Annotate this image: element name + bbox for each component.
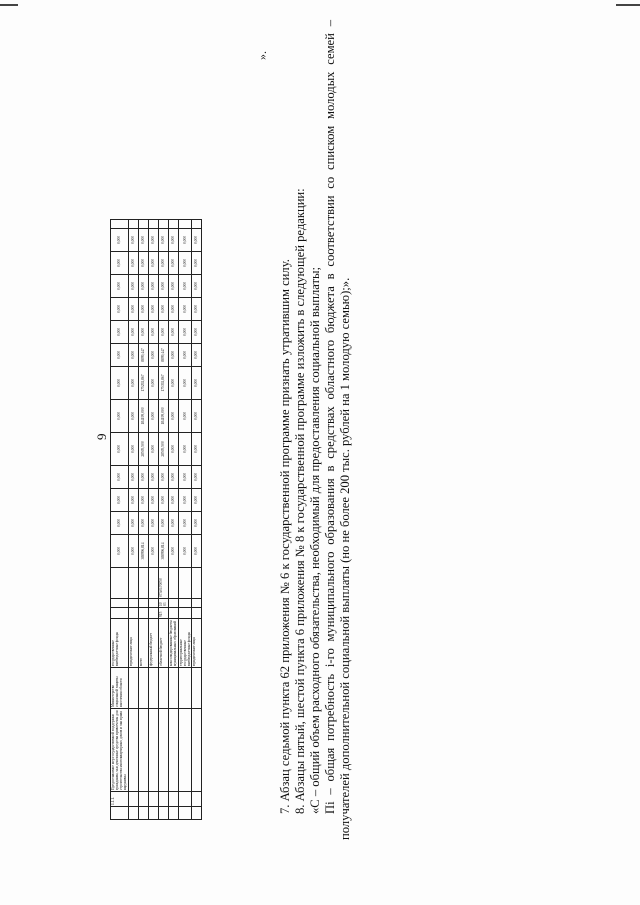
value-cell: 0,000 bbox=[178, 229, 191, 252]
value-cell: 28505,500 bbox=[158, 433, 168, 466]
value-cell: 8899,447 bbox=[158, 344, 168, 367]
value-cell: 0,000 bbox=[111, 466, 129, 489]
code-rzpr bbox=[191, 599, 201, 608]
value-cell: 0,000 bbox=[148, 535, 158, 568]
empty-cell bbox=[168, 792, 178, 807]
value-cell: 0,000 bbox=[158, 489, 168, 512]
end-cell bbox=[191, 220, 201, 229]
value-cell: 0,000 bbox=[128, 298, 138, 321]
value-cell: 0,000 bbox=[168, 433, 178, 466]
value-cell: 0,000 bbox=[168, 535, 178, 568]
code-grbs bbox=[128, 608, 138, 619]
end-cell bbox=[138, 220, 148, 229]
paragraph-pi: Пi – общая потребность i-го муниципального образования в средствах областного бюджета в соответствии со списком молодых семей – получателей дополнительной социальной выплаты (но не более 200 тыс. рублей на 1 молодую семью);». bbox=[323, 20, 352, 840]
value-cell: 0,000 bbox=[191, 275, 201, 298]
empty-cell bbox=[191, 709, 201, 792]
value-cell: 0,000 bbox=[191, 298, 201, 321]
page-number: 9 bbox=[94, 433, 109, 440]
value-cell: 0,000 bbox=[191, 433, 201, 466]
value-cell: 28505,500 bbox=[138, 433, 148, 466]
empty-cell bbox=[178, 792, 191, 807]
code-grbs bbox=[191, 608, 201, 619]
empty-cell bbox=[148, 807, 158, 820]
funding-source: консолидированные бюджеты муниципальных образований bbox=[168, 620, 177, 666]
code-rzpr: 10 03 bbox=[158, 599, 168, 608]
empty-cell bbox=[128, 807, 138, 820]
value-cell: 0,000 bbox=[191, 466, 201, 489]
value-cell: 0,000 bbox=[158, 466, 168, 489]
table-row bbox=[178, 220, 191, 820]
value-cell: 0,000 bbox=[158, 298, 168, 321]
value-cell: 0,000 bbox=[148, 466, 158, 489]
value-cell: 8899,447 bbox=[138, 344, 148, 367]
value-cell: 0,000 bbox=[128, 400, 138, 433]
value-cell: 0,000 bbox=[191, 321, 201, 344]
code-csr bbox=[128, 568, 138, 599]
funding-table bbox=[110, 219, 202, 820]
value-cell: 0,000 bbox=[128, 321, 138, 344]
empty-cell bbox=[138, 668, 148, 709]
empty-cell bbox=[168, 709, 178, 792]
table-row bbox=[138, 220, 148, 820]
value-cell: 0,000 bbox=[148, 367, 158, 400]
end-cell bbox=[111, 220, 129, 229]
funding-source: федеральный бюджет bbox=[148, 619, 158, 668]
value-cell: 388996,814 bbox=[138, 535, 148, 568]
code-rzpr bbox=[178, 599, 191, 608]
code-grbs: 915 bbox=[158, 608, 168, 619]
paragraph-c: «С – общий объем расходного обязательства, необходимый для предоставления социальной выплаты; bbox=[308, 266, 322, 814]
value-cell: 0,000 bbox=[148, 252, 158, 275]
value-cell: 0,000 bbox=[191, 229, 201, 252]
code-rzpr bbox=[148, 599, 158, 608]
value-cell: 0,000 bbox=[138, 489, 148, 512]
value-cell: 0,000 bbox=[111, 400, 129, 433]
executor: Министерство социальной защиты населения области bbox=[111, 668, 129, 709]
value-cell: 0,000 bbox=[148, 298, 158, 321]
value-cell: 0,000 bbox=[111, 367, 129, 400]
code-csr: 07А0170050 bbox=[158, 568, 168, 599]
empty-cell bbox=[148, 709, 158, 792]
table-closing-quote: ». bbox=[255, 51, 269, 60]
value-cell: 0,000 bbox=[178, 489, 191, 512]
code-rzpr bbox=[138, 599, 148, 608]
value-cell: 0,000 bbox=[138, 512, 148, 535]
code-grbs bbox=[138, 608, 148, 619]
empty-cell bbox=[191, 807, 201, 820]
value-cell: 0,000 bbox=[128, 489, 138, 512]
value-cell: 0,000 bbox=[168, 344, 178, 367]
table-row bbox=[128, 220, 138, 820]
end-cell bbox=[128, 220, 138, 229]
value-cell: 0,000 bbox=[148, 344, 158, 367]
table-row bbox=[191, 220, 201, 820]
empty-cell bbox=[128, 668, 138, 709]
funding-source: юридические лица bbox=[128, 619, 138, 668]
value-cell: 0,000 bbox=[168, 229, 178, 252]
empty-cell bbox=[128, 709, 138, 792]
value-cell: 0,000 bbox=[191, 367, 201, 400]
code-grbs bbox=[168, 608, 178, 619]
end-cell bbox=[158, 220, 168, 229]
value-cell: 0,000 bbox=[191, 252, 201, 275]
value-cell: 0,000 bbox=[148, 321, 158, 344]
value-cell: 0,000 bbox=[128, 512, 138, 535]
table-row bbox=[168, 220, 178, 820]
value-cell: 0,000 bbox=[138, 466, 148, 489]
value-cell: 0,000 bbox=[178, 298, 191, 321]
value-cell: 0,000 bbox=[148, 275, 158, 298]
value-cell: 0,000 bbox=[178, 252, 191, 275]
value-cell: 0,000 bbox=[111, 298, 129, 321]
code-grbs bbox=[111, 608, 129, 619]
value-cell: 0,000 bbox=[191, 535, 201, 568]
value-cell: 0,000 bbox=[128, 466, 138, 489]
code-rzpr bbox=[128, 599, 138, 608]
value-cell: 0,000 bbox=[148, 512, 158, 535]
empty-cell bbox=[168, 807, 178, 820]
empty-cell bbox=[128, 792, 138, 807]
value-cell: 0,000 bbox=[178, 367, 191, 400]
value-cell: 0,000 bbox=[168, 512, 178, 535]
value-cell: 0,000 bbox=[138, 275, 148, 298]
value-cell: 0,000 bbox=[158, 321, 168, 344]
value-cell: 0,000 bbox=[168, 252, 178, 275]
table-row bbox=[148, 220, 158, 820]
value-cell: 0,000 bbox=[178, 275, 191, 298]
code-csr bbox=[178, 568, 191, 599]
code-csr bbox=[191, 568, 201, 599]
scan-corner-mark bbox=[0, 4, 18, 6]
table-row bbox=[158, 220, 168, 820]
value-cell: 0,000 bbox=[128, 344, 138, 367]
scan-corner-mark bbox=[616, 4, 640, 6]
value-cell: 0,000 bbox=[111, 433, 129, 466]
empty-cell bbox=[158, 709, 168, 792]
end-cell bbox=[148, 220, 158, 229]
value-cell: 184199,000 bbox=[138, 400, 148, 433]
value-cell: 0,000 bbox=[191, 489, 201, 512]
code-csr bbox=[111, 568, 129, 599]
value-cell: 0,000 bbox=[158, 275, 168, 298]
value-cell: 0,000 bbox=[191, 400, 201, 433]
empty-cell bbox=[168, 668, 178, 709]
value-cell: 0,000 bbox=[168, 489, 178, 512]
value-cell: 0,000 bbox=[158, 512, 168, 535]
row-index: 1.1.1. bbox=[111, 792, 129, 807]
empty-cell bbox=[158, 807, 168, 820]
value-cell: 0,000 bbox=[128, 275, 138, 298]
value-cell: 0,000 bbox=[138, 252, 148, 275]
value-cell: 0,000 bbox=[168, 400, 178, 433]
empty-cell bbox=[178, 668, 191, 709]
value-cell: 0,000 bbox=[168, 367, 178, 400]
paragraph-7: 7. Абзац седьмой пункта 62 приложения № 6 к государственной программе признать утратившим силу. bbox=[278, 259, 292, 814]
value-cell: 0,000 bbox=[178, 535, 191, 568]
funding-source: всего bbox=[138, 619, 148, 668]
value-cell: 0,000 bbox=[128, 367, 138, 400]
value-cell: 0,000 bbox=[178, 344, 191, 367]
value-cell: 0,000 bbox=[191, 512, 201, 535]
funding-source: юридические лица bbox=[191, 619, 201, 668]
empty-cell bbox=[138, 807, 148, 820]
value-cell: 0,000 bbox=[168, 275, 178, 298]
value-cell: 184199,000 bbox=[158, 400, 168, 433]
table-row bbox=[111, 220, 129, 820]
value-cell: 0,000 bbox=[128, 433, 138, 466]
value-cell: 0,000 bbox=[178, 433, 191, 466]
empty-cell bbox=[138, 709, 148, 792]
code-csr bbox=[168, 568, 178, 599]
value-cell: 0,000 bbox=[138, 321, 148, 344]
code-csr bbox=[148, 568, 158, 599]
value-cell: 0,000 bbox=[111, 321, 129, 344]
code-csr bbox=[138, 568, 148, 599]
value-cell: 175292,867 bbox=[138, 367, 148, 400]
value-cell: 0,000 bbox=[111, 344, 129, 367]
value-cell: 0,000 bbox=[191, 344, 201, 367]
code-rzpr bbox=[168, 599, 178, 608]
value-cell: 0,000 bbox=[111, 252, 129, 275]
value-cell: 0,000 bbox=[111, 512, 129, 535]
value-cell: 0,000 bbox=[178, 321, 191, 344]
empty-cell bbox=[158, 668, 168, 709]
amendment-text bbox=[278, 20, 353, 840]
code-grbs bbox=[148, 608, 158, 619]
value-cell: 388996,814 bbox=[158, 535, 168, 568]
value-cell: 0,000 bbox=[168, 298, 178, 321]
value-cell: 0,000 bbox=[148, 433, 158, 466]
value-cell: 0,000 bbox=[128, 252, 138, 275]
rotated-page-content bbox=[94, 20, 400, 840]
value-cell: 0,000 bbox=[178, 466, 191, 489]
funding-source: территориальные государственные внебюджетные фонды bbox=[178, 619, 191, 668]
end-cell bbox=[178, 220, 191, 229]
funding-source: государственные внебюджетные фонды bbox=[111, 619, 129, 668]
value-cell: 0,000 bbox=[178, 400, 191, 433]
value-cell: 0,000 bbox=[178, 512, 191, 535]
blank-cell bbox=[111, 807, 129, 820]
empty-cell bbox=[178, 709, 191, 792]
code-rzpr bbox=[111, 599, 129, 608]
value-cell: 0,000 bbox=[128, 229, 138, 252]
value-cell: 0,000 bbox=[111, 535, 129, 568]
end-cell bbox=[168, 220, 178, 229]
value-cell: 0,000 bbox=[168, 466, 178, 489]
value-cell: 0,000 bbox=[168, 321, 178, 344]
value-cell: 0,000 bbox=[111, 275, 129, 298]
value-cell: 0,000 bbox=[111, 489, 129, 512]
empty-cell bbox=[178, 807, 191, 820]
value-cell: 0,000 bbox=[138, 229, 148, 252]
value-cell: 0,000 bbox=[138, 298, 148, 321]
funding-source: областной бюджет bbox=[158, 619, 168, 668]
empty-cell bbox=[148, 792, 158, 807]
value-cell: 0,000 bbox=[158, 229, 168, 252]
value-cell: 0,000 bbox=[148, 489, 158, 512]
value-cell: 0,000 bbox=[128, 535, 138, 568]
empty-cell bbox=[158, 792, 168, 807]
empty-cell bbox=[138, 792, 148, 807]
value-cell: 0,000 bbox=[158, 252, 168, 275]
measure-name: Предоставление мер государственной поддержки гражданам, чьи денежные средства привлечены для строительства многоквартирных домов и чьи права нарушены bbox=[111, 709, 129, 792]
value-cell: 175392,867 bbox=[158, 367, 168, 400]
value-cell: 0,000 bbox=[111, 229, 129, 252]
empty-cell bbox=[191, 668, 201, 709]
empty-cell bbox=[148, 668, 158, 709]
empty-cell bbox=[191, 792, 201, 807]
value-cell: 0,000 bbox=[148, 229, 158, 252]
code-grbs bbox=[178, 608, 191, 619]
value-cell: 0,000 bbox=[148, 400, 158, 433]
paragraph-8: 8. Абзацы пятый, шестой пункта 6 приложения № 8 к государственной программе изложить в следующей редакции: bbox=[293, 188, 307, 814]
